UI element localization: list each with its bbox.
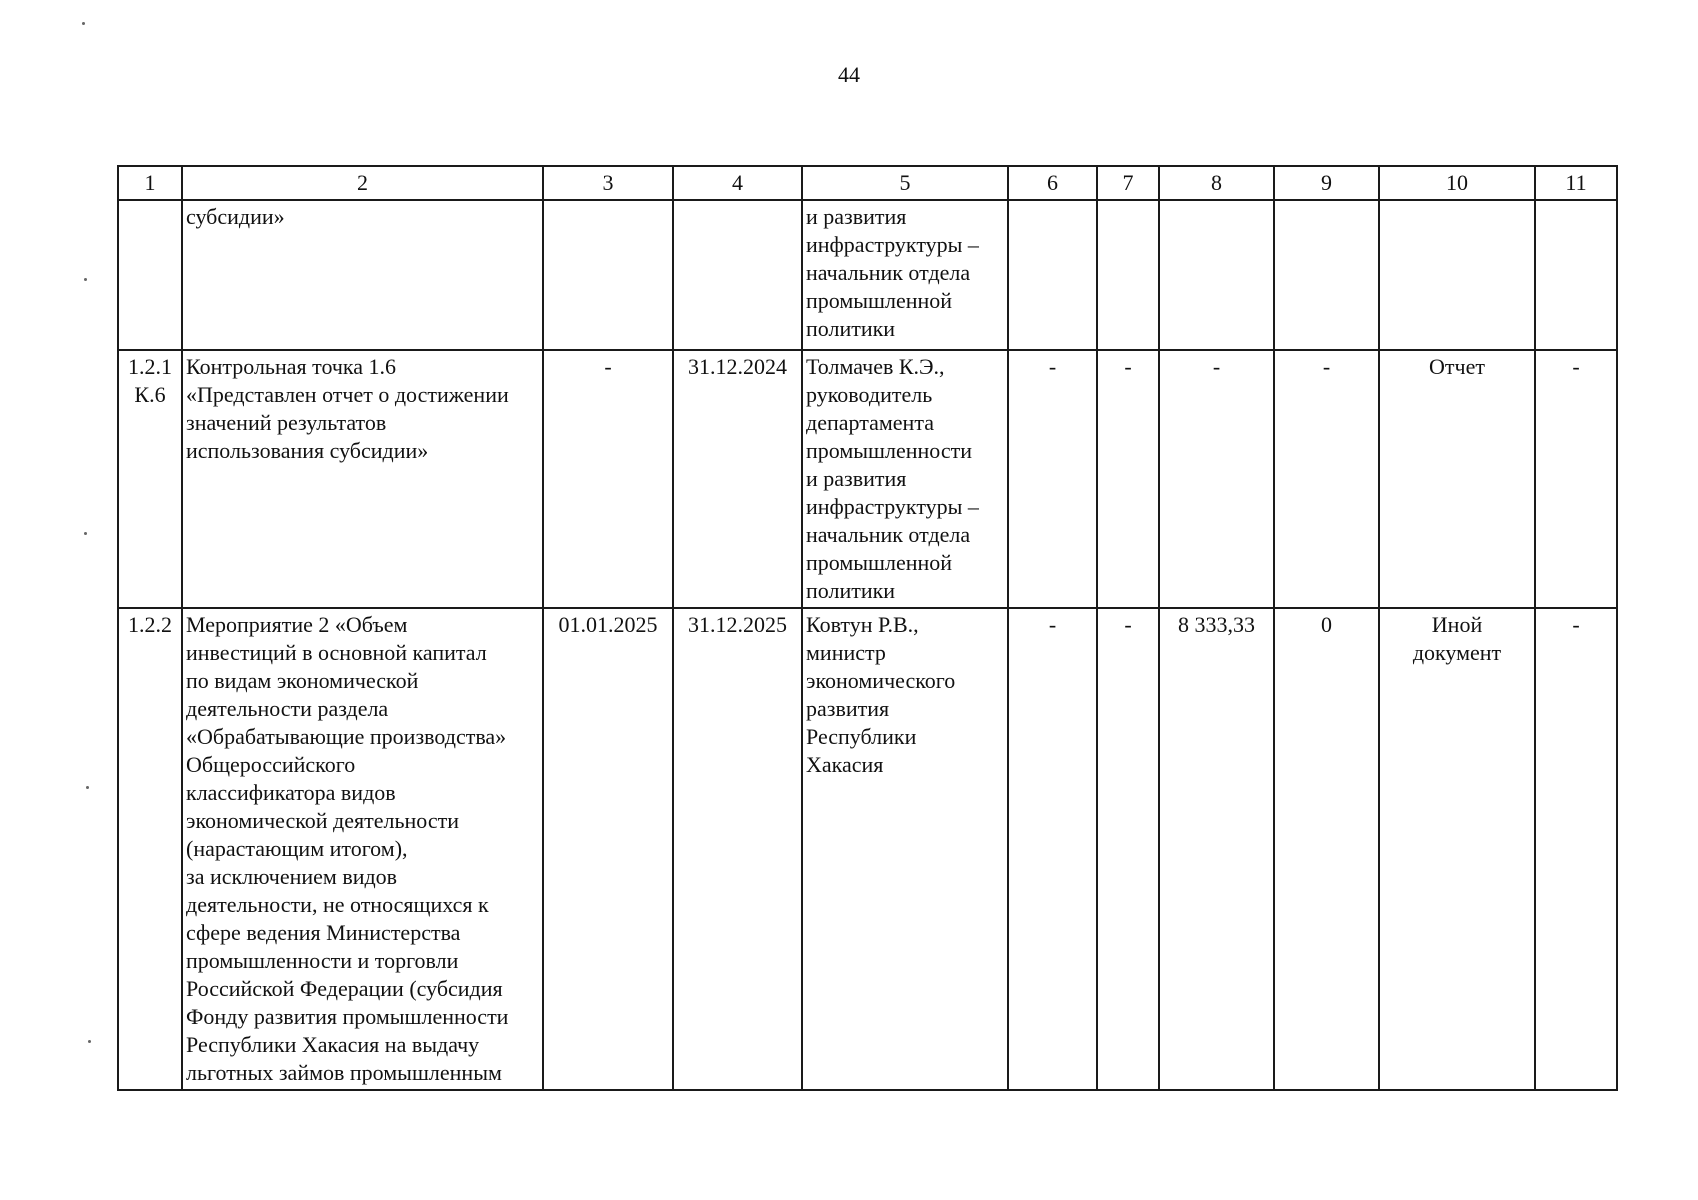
cell-name: Контрольная точка 1.6 «Представлен отчет о достижении значений результатов использования субсидии» [182, 350, 543, 608]
cell-document [1379, 200, 1535, 350]
cell-col9: 0 [1274, 608, 1379, 1090]
cell-col9: - [1274, 350, 1379, 608]
cell-col11: - [1535, 608, 1617, 1090]
header-cell: 8 [1159, 166, 1274, 200]
cell-col6: - [1008, 608, 1097, 1090]
scan-speck [84, 532, 87, 535]
page-number: 44 [838, 62, 860, 87]
cell-end-date: 31.12.2024 [673, 350, 802, 608]
header-cell: 11 [1535, 166, 1617, 200]
cell-document: Отчет [1379, 350, 1535, 608]
cell-col7: - [1097, 350, 1159, 608]
cell-col11 [1535, 200, 1617, 350]
header-cell: 6 [1008, 166, 1097, 200]
cell-col6: - [1008, 350, 1097, 608]
activity-table [117, 165, 1618, 1091]
cell-responsible: Толмачев К.Э., руководитель департамента промышленности и развития инфраструктуры – начальник отдела промышленной политики [802, 350, 1008, 608]
table-row [118, 350, 1617, 608]
cell-start-date: - [543, 350, 673, 608]
cell-name: субсидии» [182, 200, 543, 350]
header-cell: 5 [802, 166, 1008, 200]
scan-speck [88, 1040, 91, 1043]
cell-col8 [1159, 200, 1274, 350]
header-cell: 7 [1097, 166, 1159, 200]
cell-document: Иной документ [1379, 608, 1535, 1090]
table-row [118, 200, 1617, 350]
cell-start-date [543, 200, 673, 350]
cell-name: Мероприятие 2 «Объем инвестиций в основной капитал по видам экономической деятельности раздела «Обрабатывающие производства» Общероссийского классификатора видов экономической деятельности (нарастающим итогом), за исключением видов деятельности, не относящихся к сфере ведения Министерства промышленности и торговли Российской Федерации (субсидия Фонду развития промышленности Республики Хакасия на выдачу льготных займов промышленным [182, 608, 543, 1090]
cell-end-date [673, 200, 802, 350]
header-cell: 10 [1379, 166, 1535, 200]
scan-speck [84, 278, 87, 281]
cell-col7 [1097, 200, 1159, 350]
cell-col8: - [1159, 350, 1274, 608]
header-cell: 1 [118, 166, 182, 200]
table-row [118, 608, 1617, 1090]
cell-start-date: 01.01.2025 [543, 608, 673, 1090]
header-row [118, 166, 1617, 200]
cell-end-date: 31.12.2025 [673, 608, 802, 1090]
scan-speck [86, 786, 89, 789]
header-cell: 4 [673, 166, 802, 200]
scan-speck [82, 22, 85, 25]
cell-col6 [1008, 200, 1097, 350]
header-cell: 3 [543, 166, 673, 200]
cell-number [118, 200, 182, 350]
header-cell: 9 [1274, 166, 1379, 200]
cell-responsible: Ковтун Р.В., министр экономического развития Республики Хакасия [802, 608, 1008, 1090]
cell-col7: - [1097, 608, 1159, 1090]
cell-col11: - [1535, 350, 1617, 608]
cell-responsible: и развития инфраструктуры – начальник отдела промышленной политики [802, 200, 1008, 350]
cell-number: 1.2.1 К.6 [118, 350, 182, 608]
header-cell: 2 [182, 166, 543, 200]
cell-col8: 8 333,33 [1159, 608, 1274, 1090]
cell-col9 [1274, 200, 1379, 350]
cell-number: 1.2.2 [118, 608, 182, 1090]
